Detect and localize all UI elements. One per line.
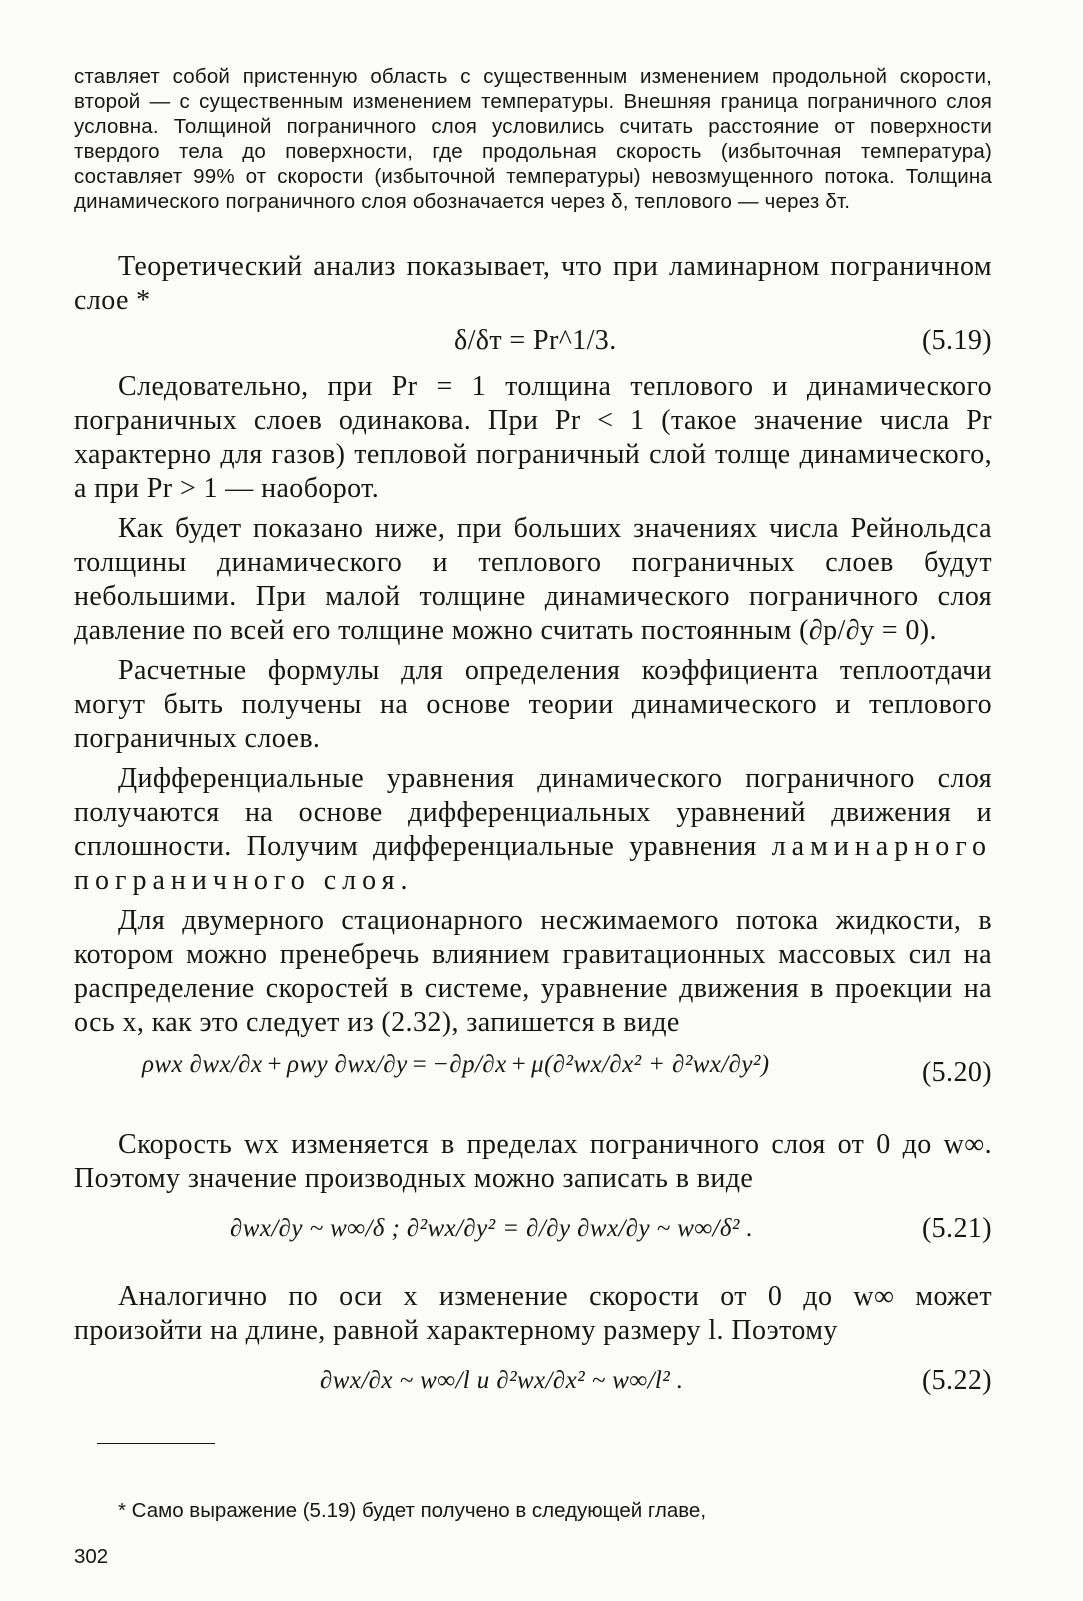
equation-5-19-number: (5.19) bbox=[921, 325, 992, 356]
equation-5-21-number: (5.21) bbox=[921, 1213, 992, 1244]
paragraph-1: Теоретический анализ показывает, что при ламинарном пограничном слое * bbox=[74, 251, 992, 316]
equation-5-21 bbox=[74, 1202, 992, 1274]
paragraph-3: Как будет показано ниже, при больших значениях числа Рейнольдса толщины динамического и теплового пограничных слоев будут небольшими. При малой толщине динамического пограничного слоя давление по всей его толщине можно считать постоянным (∂p/∂y = 0). bbox=[74, 513, 992, 646]
paragraph-5 bbox=[74, 762, 992, 898]
eq520-plus-2: + bbox=[511, 1051, 527, 1078]
main-text bbox=[74, 250, 992, 1432]
paragraph-5-spaced-text: ламинарного пограничного слоя. bbox=[74, 831, 992, 896]
intro-text: ставляет собой пристенную область с существенным изменением продольной скорости, второй — с существенным изменением температуры. Внешняя граница пограничного слоя условна. Толщиной пограничного слоя условились считать расстояние от поверхности твердого тела до поверхности, где продольная скорость (избыточная температура) составляет 99% от скорости (избыточной температуры) невозмущенного потока. Толщина динамического пограничного слоя обозначается через δ, теплового — через δт. bbox=[74, 65, 992, 213]
eq520-equals: = bbox=[412, 1051, 428, 1078]
paragraph-2: Следовательно, при Pr = 1 толщина теплового и динамического пограничных слоев одинакова. При Pr < 1 (такое значение числа Pr характерно для газов) тепловой пограничный слой толще динамического, а при Pr > 1 — наоборот. bbox=[74, 371, 992, 504]
paragraph-4: Расчетные формулы для определения коэффициента теплоотдачи могут быть получены на основе теории динамического и теплового пограничных слоев. bbox=[74, 655, 992, 754]
intro-paragraph bbox=[74, 64, 992, 214]
equation-5-20-number: (5.20) bbox=[921, 1057, 992, 1088]
footnote: * Само выражение (5.19) будет получено в следующей главе, bbox=[118, 1499, 707, 1522]
equation-5-22-number: (5.22) bbox=[921, 1365, 992, 1396]
equation-5-19-body: δ/δт = Pr^1/3. bbox=[454, 325, 617, 356]
eq520-term-3: −∂p/∂x bbox=[432, 1051, 507, 1078]
footnote-rule bbox=[97, 1443, 215, 1444]
equation-5-22-body: ∂wx/∂x ~ w∞/l и ∂²wx/∂x² ~ w∞/l² . bbox=[320, 1367, 684, 1394]
paragraph-8: Аналогично по оси x изменение скорости от 0 до w∞ может произойти на длине, равной характерному размеру l. Поэтому bbox=[74, 1281, 992, 1346]
paragraph-6: Для двумерного стационарного несжимаемого потока жидкости, в котором можно пренебречь влиянием гравитационных массовых сил на распределение скоростей в системе, уравнение движения в проекции на ось x, как это следует из (2.32), запишется в виде bbox=[74, 905, 992, 1038]
equation-5-20 bbox=[74, 1046, 992, 1122]
equation-5-19 bbox=[74, 324, 992, 364]
eq520-term-4: μ(∂²wx/∂x² + ∂²wx/∂y²) bbox=[531, 1051, 770, 1078]
paragraph-5-text: Дифференциальные уравнения динамического пограничного слоя получаются на основе дифференциальных уравнений движения и сплошности. Получим дифференциальные уравнения bbox=[74, 763, 992, 862]
eq520-plus-1: + bbox=[267, 1051, 283, 1078]
page-number: 302 bbox=[74, 1545, 109, 1568]
paragraph-7: Скорость wx изменяется в пределах пограничного слоя от 0 до w∞. Поэтому значение производных можно записать в виде bbox=[74, 1129, 992, 1194]
eq520-term-1: ρwx ∂wx/∂x bbox=[142, 1051, 263, 1078]
equation-5-21-body: ∂wx/∂y ~ w∞/δ ; ∂²wx/∂y² = ∂/∂y ∂wx/∂y ~ w∞/δ² . bbox=[230, 1215, 754, 1242]
equation-5-22 bbox=[74, 1354, 992, 1426]
eq520-term-2: ρwy ∂wx/∂y bbox=[287, 1051, 408, 1078]
